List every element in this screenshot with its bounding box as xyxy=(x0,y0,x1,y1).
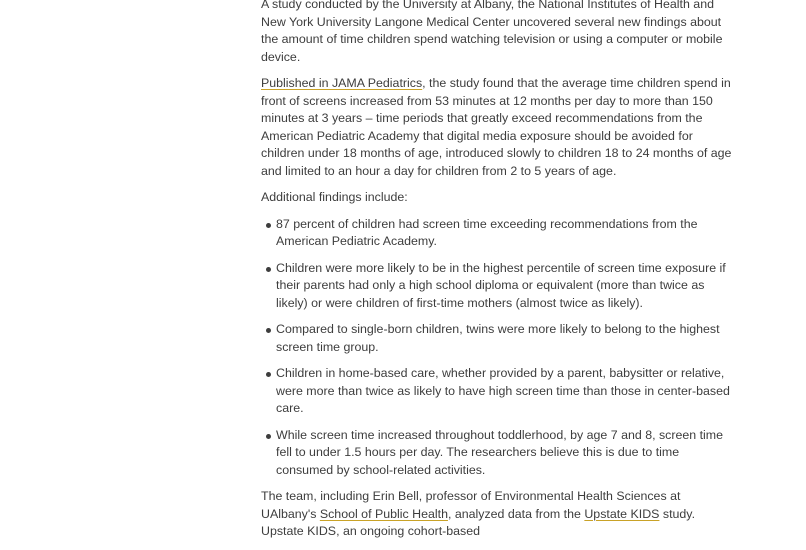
findings-paragraph xyxy=(261,75,739,180)
list-item: While screen time increased throughout toddlerhood, by age 7 and 8, screen time fell to under 1.5 hours per day. The researchers believe this is due to time consumed by school-related activities. xyxy=(276,427,739,480)
jama-pediatrics-link[interactable]: Published in JAMA Pediatrics xyxy=(261,76,423,90)
article-body xyxy=(261,0,739,550)
list-item: Compared to single-born children, twins were more likely to belong to the highest screen time group. xyxy=(276,321,739,356)
findings-list xyxy=(261,216,739,480)
team-paragraph-text-3: study. Upstate KIDS, an ongoing cohort-based xyxy=(261,506,696,538)
list-item: 87 percent of children had screen time exceeding recommendations from the American Pediatric Academy. xyxy=(276,216,739,251)
additional-findings-heading: Additional findings include: xyxy=(261,190,408,204)
list-item: Children in home-based care, whether provided by a parent, babysitter or relative, were more than twice as likely to have high screen time than those in center-based care. xyxy=(276,365,739,418)
upstate-kids-link[interactable]: Upstate KIDS xyxy=(584,506,660,521)
team-paragraph xyxy=(261,488,739,541)
list-item: Children were more likely to be in the highest percentile of screen time exposure if their parents had only a high school diploma or equivalent (more than twice as likely) or were children of first-time mothers (almost twice as likely). xyxy=(276,260,739,313)
findings-paragraph-text: , the study found that the average time children spend in front of screens increased from 53 minutes at 12 months per day to more than 150 minutes at 3 years – time periods that greatly exceed recommendations from the American Pediatric Academy that digital media exposure should be avoided for children under 18 months of age, introduced slowly to children 18 to 24 months of age and limited to an hour a day for children from 2 to 5 years of age. xyxy=(261,76,732,178)
team-paragraph-text-2: , analyzed data from the xyxy=(447,506,585,521)
team-paragraph-text-1: The team, including Erin Bell, professor of Environmental Health Sciences at UAlbany's xyxy=(261,489,681,521)
intro-paragraph: A study conducted by the University at Albany, the National Institutes of Health and New York University Langone Medical Center uncovered several new findings about the amount of time children spend watching television or using a computer or mobile device. xyxy=(261,0,723,64)
school-of-public-health-link[interactable]: School of Public Health xyxy=(319,506,448,521)
